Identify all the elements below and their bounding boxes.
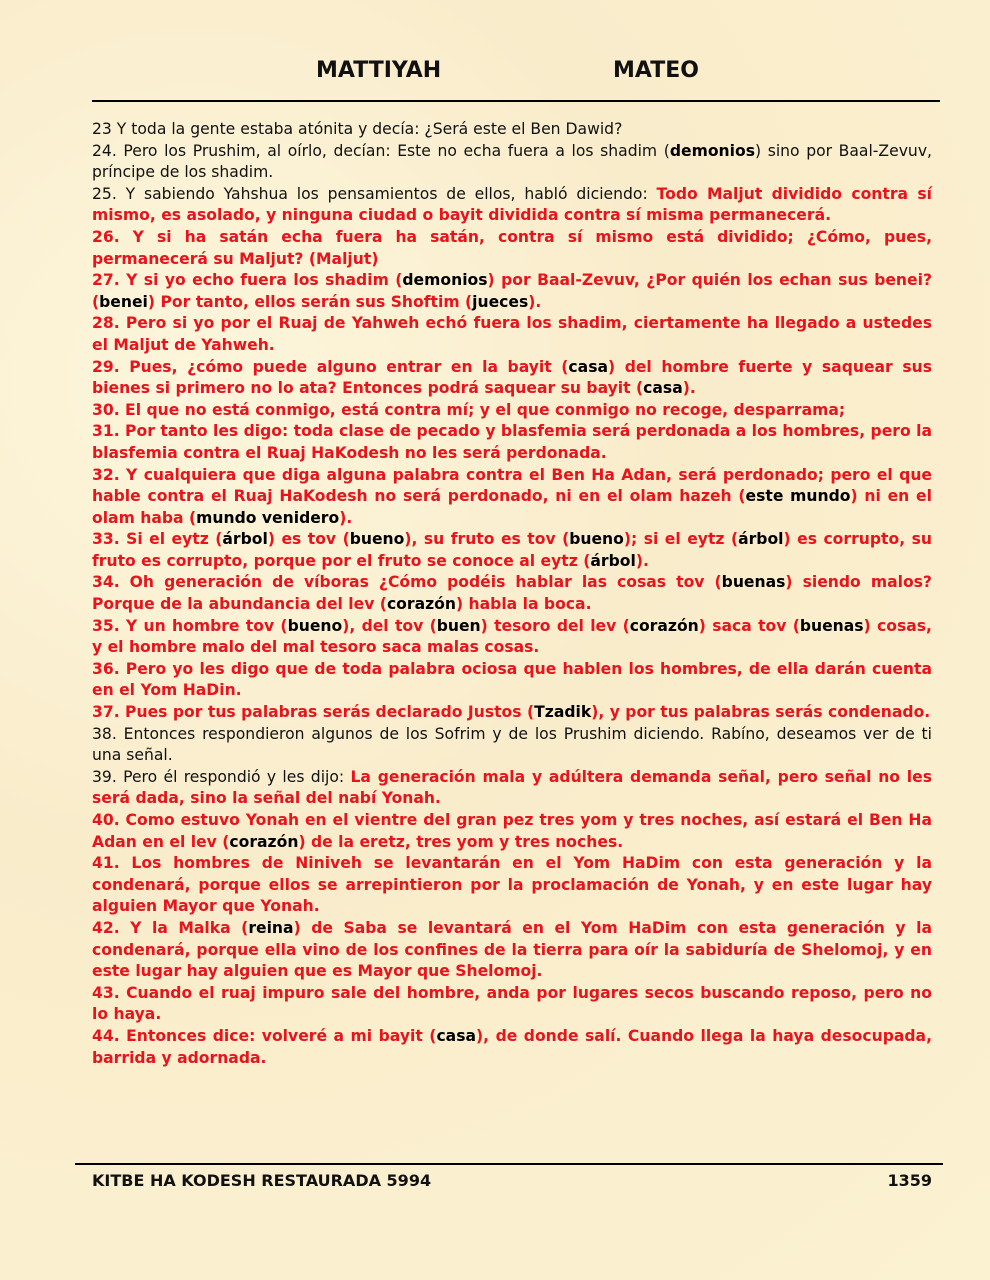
verse (92, 400, 932, 422)
verse-segment: ) por Baal-Zevuv, ¿Por quién los echan sus benei? ( (92, 271, 932, 311)
verse (92, 572, 932, 615)
verse-segment: 37. Pues por tus palabras serás declarado Justos ( (92, 703, 535, 722)
verse-gloss: casa (643, 379, 683, 398)
verse (92, 1026, 932, 1069)
verse-gloss: reina (248, 918, 294, 937)
verse (92, 119, 932, 141)
verse-gloss: buenas (721, 573, 786, 592)
verse-segment: 26. Y si ha satán echa fuera ha satán, contra sí mismo está dividido; ¿Cómo, pues, permanecerá su Maljut? (Maljut) (92, 227, 932, 268)
verse (92, 313, 932, 356)
verse-segment: 24. Pero los Prushim, al oírlo, decían: Este no echa fuera a los shadim ( (92, 141, 670, 160)
verse-segment: 41. Los hombres de Niniveh se levantarán en el Yom HaDim con esta generación y la condenará, porque ellos se arrepintieron por la proclamación de Yonah, y en este lugar hay alguien Mayor que Yonah. (92, 854, 932, 916)
verse-segment: ). (339, 508, 353, 527)
verse-segment: ), del tov ( (342, 616, 437, 635)
verse-segment: 44. Entonces dice: volveré a mi bayit ( (92, 1026, 437, 1045)
verse-segment: 36. Pero yo les digo que de toda palabra ociosa que hablen los hombres, de ella darán cuenta en el Yom HaDin. (92, 659, 932, 700)
verse-gloss: buen (436, 616, 481, 635)
verse-segment: ) siendo malos? Porque de la abundancia del lev ( (92, 573, 932, 614)
verse-gloss: bueno (349, 530, 405, 549)
verse-gloss: corazón (229, 832, 299, 851)
verse-segment: Todo Maljut dividido contra sí mismo, es asolado, y ninguna ciudad o bayit dividida contra sí misma permanecerá. (92, 184, 932, 225)
verse-segment: 25. Y sabiendo Yahshua los pensamientos de ellos, habló diciendo: (92, 184, 657, 203)
verse-segment: ), y por tus palabras serás condenado. (591, 703, 931, 722)
verse-segment: ) habla la boca. (456, 595, 592, 614)
verse-segment: 23 Y toda la gente estaba atónita y decía: ¿Será este el Ben Dawid? (92, 120, 623, 138)
verse (92, 702, 932, 724)
verse-gloss: árbol (222, 530, 268, 549)
verse-segment: ) de la eretz, tres yom y tres noches. (298, 832, 624, 851)
verse (92, 227, 932, 270)
verse-segment: ) es tov ( (267, 530, 350, 549)
verse (92, 767, 932, 810)
verse-gloss: bueno (569, 530, 624, 549)
verse (92, 270, 932, 313)
verse-segment: 30. El que no está conmigo, está contra mí; y el que conmigo no recoge, desparrama; (92, 400, 846, 419)
header-divider (92, 100, 940, 102)
verse-segment: ) cosas, y el hombre malo del mal tesoro saca malas cosas. (92, 616, 932, 657)
verse-segment: ) ni en el olam haba ( (92, 487, 932, 527)
verse-segment: 42. Y la Malka ( (92, 918, 249, 937)
verse-gloss: casa (568, 357, 608, 376)
footer-book-title: KITBE HA KODESH RESTAURADA 5994 (92, 1171, 432, 1190)
header-right-title: MATEO (613, 58, 699, 83)
verse (92, 421, 932, 464)
verse-segment: 40. Como estuvo Yonah en el vientre del gran pez tres yom y tres noches, así estará el Ben Ha Adan en el lev ( (92, 811, 932, 851)
verse-gloss: jueces (472, 292, 529, 311)
verse-gloss: demonios (669, 141, 755, 160)
verse-segment: ) Por tanto, ellos serán sus Shoftim ( (147, 292, 473, 311)
verse-segment: ). (528, 292, 542, 311)
verse-gloss: mundo venidero (196, 508, 340, 527)
verse (92, 918, 932, 983)
verse-segment: 27. Y si yo echo fuera los shadim ( (92, 271, 403, 290)
verse-segment: 33. Si el eytz ( (92, 530, 223, 549)
verse-gloss: buenas (799, 616, 864, 635)
verse-segment: ) saca tov ( (698, 616, 800, 635)
verse-segment: 38. Entonces respondieron algunos de los Sofrim y de los Prushim diciendo. Rabíno, deseamos ver de ti una señal. (92, 724, 932, 765)
verse-gloss: árbol (738, 530, 784, 549)
verse (92, 529, 932, 572)
footer-divider (75, 1163, 943, 1165)
verse-segment: 39. Pero él respondió y les dijo: (92, 767, 351, 786)
verse-segment: ) de Saba se levantará en el Yom HaDim con esta generación y la condenará, porque ella vino de los confines de la tierra para oír la sabiduría de Shelomoj, y en este lugar hay alguien que es Mayor que Shelomoj. (92, 918, 932, 981)
verse-segment: 31. Por tanto les digo: toda clase de pecado y blasfemia será perdonada a los hombres, pero la blasfemia contra el Ruaj HaKodesh no les será perdonada. (92, 422, 932, 462)
verse (92, 659, 932, 702)
verse-gloss: árbol (590, 551, 636, 570)
verse-segment: ) es corrupto, su fruto es corrupto, porque por el fruto se conoce al eytz ( (92, 530, 932, 570)
verse-gloss: demonios (402, 271, 488, 290)
verse-segment: ), de donde salí. Cuando llega la haya desocupada, barrida y adornada. (92, 1026, 932, 1067)
verse-segment: ) tesoro del lev ( (480, 616, 630, 635)
verse-segment: 34. Oh generación de víboras ¿Cómo podéis hablar las cosas tov ( (92, 573, 722, 592)
verse-gloss: este mundo (745, 487, 851, 506)
verse (92, 357, 932, 400)
verse-segment: 29. Pues, ¿cómo puede alguno entrar en la bayit ( (92, 357, 569, 376)
verse-gloss: casa (436, 1026, 477, 1045)
header-left-title: MATTIYAH (316, 58, 442, 83)
verse-segment: ), su fruto es tov ( (404, 530, 570, 549)
verse-segment: 28. Pero si yo por el Ruaj de Yahweh echó fuera los shadim, ciertamente ha llegado a ustedes el Maljut de Yahweh. (92, 314, 932, 354)
verse (92, 983, 932, 1026)
verse-segment: ); si el eytz ( (623, 530, 739, 549)
verse-gloss: Tzadik (534, 703, 592, 722)
verse-gloss: bueno (287, 616, 343, 635)
verse-text-body (92, 119, 932, 1069)
verse (92, 184, 932, 227)
verse-segment: ) sino por Baal-Zevuv, príncipe de los shadim. (92, 141, 933, 182)
verse-segment: 32. Y cualquiera que diga alguna palabra contra el Ben Ha Adan, será perdonado; pero el que hable contra el Ruaj HaKodesh no será perdonado, ni en el olam hazeh ( (92, 465, 932, 506)
verse (92, 465, 932, 530)
page-number: 1359 (887, 1171, 932, 1190)
verse (92, 810, 932, 853)
verse (92, 616, 932, 659)
verse-segment: 35. Y un hombre tov ( (92, 616, 288, 635)
page-header (0, 58, 990, 92)
verse-gloss: corazón (629, 616, 699, 635)
verse-segment: ). (682, 379, 696, 398)
verse-segment: ) del hombre fuerte y saquear sus bienes si primero no lo ata? Entonces podrá saquear su bayit ( (92, 357, 932, 398)
verse-segment: ). (635, 551, 649, 570)
verse-segment: 43. Cuando el ruaj impuro sale del hombre, anda por lugares secos buscando reposo, pero no lo haya. (92, 983, 932, 1024)
verse-gloss: benei (99, 292, 148, 311)
verse-gloss: corazón (386, 595, 456, 614)
page-footer (92, 1171, 932, 1190)
verse (92, 853, 932, 918)
verse (92, 724, 932, 767)
verse-segment: La generación mala y adúltera demanda señal, pero señal no les será dada, sino la señal del nabí Yonah. (92, 767, 932, 808)
verse (92, 141, 932, 184)
